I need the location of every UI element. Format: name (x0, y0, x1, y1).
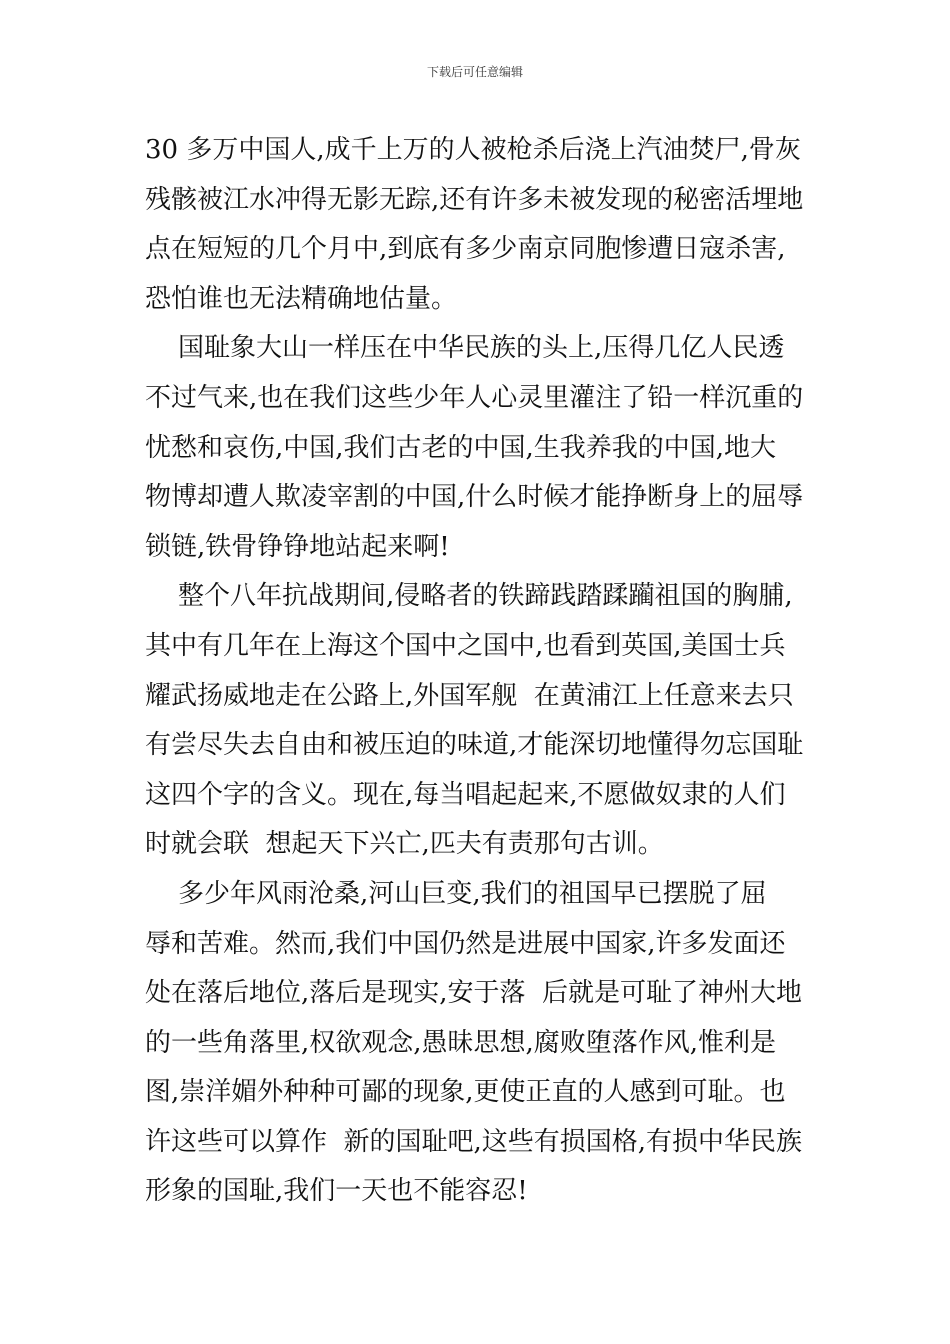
text-line: 整个八年抗战期间,侵略者的铁蹄践踏蹂躏祖国的胸脯, (145, 581, 793, 612)
text-line: 忧愁和哀伤,中国,我们古老的中国,生我养我的中国,地大 (145, 432, 777, 463)
text-line: 国耻象大山一样压在中华民族的头上,压得几亿人民透 (145, 333, 785, 364)
text-line: 图,崇洋媚外种种可鄙的现象,更使正直的人感到可耻。也 (145, 1077, 786, 1108)
text-line: 残骸被江水冲得无影无踪,还有许多未被发现的秘密活埋地 (145, 184, 804, 215)
page-header: 下载后可任意编辑 (426, 65, 523, 79)
paragraph-1 (145, 126, 825, 324)
text-line: 有尝尽失去自由和被压迫的味道,才能深切地懂得勿忘国耻 (145, 730, 804, 761)
text-line: 不过气来,也在我们这些少年人心灵里灌注了铅一样沉重的 (145, 382, 804, 413)
text-line: 恐怕谁也无法精确地估量。 (145, 283, 458, 314)
text-line: 多少年风雨沧桑,河山巨变,我们的祖国早已摆脱了屈 (145, 878, 767, 909)
paragraph-4 (145, 870, 825, 1217)
text-line: 其中有几年在上海这个国中之国中,也看到英国,美国士兵 (145, 630, 786, 661)
text-line: 处在落后地位,落后是现实,安于落 后就是可耻了神州大地 (145, 978, 803, 1009)
text-line: 点在短短的几个月中,到底有多少南京同胞惨遭日寇杀害, (145, 234, 786, 265)
text-line: 许这些可以算作 新的国耻吧,这些有损国格,有损中华民族 (145, 1126, 803, 1157)
text-line: 这四个字的含义。现在,每当唱起起来,不愿做奴隶的人们 (145, 779, 786, 810)
paragraph-2 (145, 324, 825, 572)
text-line: 时就会联 想起天下兴亡,匹夫有责那句古训。 (145, 829, 664, 860)
paragraph-3 (145, 572, 825, 870)
document-body (145, 126, 825, 1217)
text-line: 30 多万中国人,成千上万的人被枪杀后浇上汽油焚尸,骨灰 (145, 135, 801, 165)
text-line: 锁链,铁骨铮铮地站起来啊! (145, 531, 450, 562)
text-line: 耀武扬威地走在公路上,外国军舰 在黄浦江上任意来去只 (145, 680, 794, 711)
text-line: 辱和苦难。然而,我们中国仍然是进展中国家,许多发面还 (145, 928, 786, 959)
text-line: 物博却遭人欺凌宰割的中国,什么时候才能挣断身上的屈辱 (145, 482, 804, 513)
text-line: 的一些角落里,权欲观念,愚昧思想,腐败堕落作风,惟利是 (145, 1027, 777, 1058)
text-line: 形象的国耻,我们一天也不能容忍! (145, 1176, 528, 1207)
